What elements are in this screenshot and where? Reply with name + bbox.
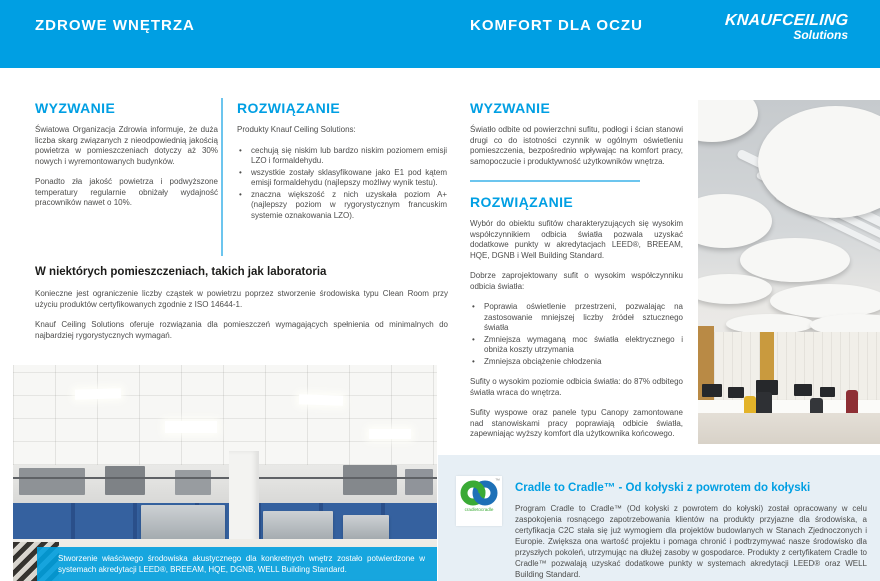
monitor bbox=[794, 384, 812, 396]
logo-text-solutions: Solutions bbox=[793, 28, 848, 42]
horizontal-divider bbox=[470, 180, 640, 182]
knauf-ceiling-solutions-logo bbox=[725, 13, 848, 42]
right-solution-heading: ROZWIĄZANIE bbox=[470, 194, 574, 210]
ceiling-grid bbox=[13, 365, 437, 465]
monitor bbox=[702, 384, 722, 397]
right-solution-bullet-list bbox=[470, 302, 683, 367]
kitchen-equipment bbox=[19, 468, 85, 495]
pillar bbox=[229, 451, 259, 545]
left-challenge-paragraph-2: Ponadto zła jakość powietrza i podwyższone temperatury regularnie obniżały wydajność pracowników nawet o 10%. bbox=[35, 177, 218, 207]
right-challenge-paragraph: Światło odbite od powierzchni sufitu, podłogi i ścian stanowi drugi co do istotności czynnik w ogólnym oświetleniu pomieszczenia, bezpośrednio wpływając na komfort pracy, samopoczucie i produktywność użytkowników wnętrza. bbox=[470, 125, 683, 166]
cradle-to-cradle-logo bbox=[456, 476, 502, 526]
ceiling-light bbox=[299, 394, 343, 406]
section-title-healthy-interiors: ZDROWE WNĘTRZA bbox=[35, 17, 195, 34]
floor bbox=[698, 413, 880, 444]
acoustic-disc bbox=[770, 284, 880, 318]
trademark-symbol: ™ bbox=[495, 478, 500, 484]
acoustic-disc bbox=[698, 274, 772, 304]
right-text-column bbox=[470, 100, 683, 450]
acoustic-disc bbox=[740, 238, 850, 282]
list-item: • cechują się niskim lub bardzo niskim poziomem emisji LZO i formaldehydu. bbox=[237, 146, 447, 167]
kitchen-equipment bbox=[105, 466, 145, 495]
cradle-to-cradle-panel bbox=[438, 455, 880, 581]
left-solution-heading: ROZWIĄZANIE bbox=[237, 100, 341, 116]
list-item: • Poprawia oświetlenie przestrzeni, pozwalając na zastosowanie mniejszej liczby źródeł sztucznego światła bbox=[470, 302, 683, 334]
right-solution-paragraph-4: Sufity wyspowe oraz panele typu Canopy zamontowane nad stanowiskami pracy poprawiają odbicie światła, zapewniając wyższy komfort dla użytkownika końcowego. bbox=[470, 408, 683, 438]
laboratories-section bbox=[35, 266, 448, 351]
left-solution-section bbox=[237, 100, 447, 222]
left-challenge-paragraph-1: Światowa Organizacja Zdrowia informuje, że duża liczba skarg związanych z nieodpowiednią jakością powietrza w pomieszczeniach dotyczy aż 30% nowych i wyremontowanych budynków. bbox=[35, 125, 218, 166]
left-solution-bullet-list bbox=[237, 146, 447, 222]
left-solution-intro: Produkty Knauf Ceiling Solutions: bbox=[237, 125, 356, 134]
cradle-to-cradle-body: Program Cradle to Cradle™ (Od kołyski z powrotem do kołyski) został opracowany w celu zaspokojenia rosnącego zapotrzebowania klientów na produkty przyjazne dla środowiska, a certyfikacja C2C stała się już wymogiem dla projektów budowlanych w Stanach Zjednoczonych i Europie. Zwiększa ona wartość projektu i pomaga chronić i podtrzymywać nasze środowisko dla przyszłych pokoleń, utrzymując na dłużej zasoby w gospodarce. Produkty z certyfikatem Cradle to Cradle™ pozwalają uzyskać dodatkowe punkty w systemach akredytacji LEED® oraz WELL Building Standard. bbox=[515, 504, 867, 579]
laboratories-paragraph-1: Konieczne jest ograniczenie liczby cząstek w powietrzu poprzez stworzenie środowiska typu Clean Room przy użyciu produktów certyfikowanych zgodnie z ISO 14644-1. bbox=[35, 289, 448, 309]
list-item: • Zmniejsza wymaganą moc światła elektrycznego i obniża koszty utrzymania bbox=[470, 335, 683, 356]
right-solution-paragraph-2: Dobrze zaprojektowany sufit o wysokim współczynniku odbicia światła: bbox=[470, 271, 683, 291]
ceiling-light bbox=[75, 388, 121, 400]
counter-edge bbox=[13, 477, 437, 479]
kitchen-interior-photo bbox=[13, 365, 437, 581]
photo-caption-overlay: Stworzenie właściwego środowiska akustycznego dla konkretnych wnętrz zostało potwierdzone w systemach akredytacji LEED®, BREEAM, HQE, DGNB, WELL Building Standard. bbox=[37, 547, 437, 581]
section-title-eye-comfort: KOMFORT DLA OCZU bbox=[470, 17, 643, 34]
kitchen-equipment bbox=[175, 470, 211, 495]
office-interior-photo bbox=[698, 100, 880, 444]
ceiling-light bbox=[165, 421, 217, 433]
acoustic-disc bbox=[698, 194, 772, 248]
logo-text-knaufceiling: KNAUFCEILING bbox=[724, 12, 849, 29]
kitchen-equipment bbox=[405, 469, 433, 495]
laboratories-paragraph-2: Knauf Ceiling Solutions oferuje rozwiązania dla pomieszczeń wymagających spełnienia od minimalnych do najbardziej rygorystycznych wymagań. bbox=[35, 320, 448, 340]
ceiling-light bbox=[369, 429, 411, 439]
header-bar bbox=[0, 0, 880, 68]
vertical-divider bbox=[221, 98, 223, 256]
list-item: • znaczna większość z nich uzyskała poziom A+ (najlepszy poziom w rygorystycznym francuskim systemie oznakowania LZO). bbox=[237, 190, 447, 222]
acoustic-disc bbox=[758, 106, 880, 218]
acoustic-disc bbox=[726, 314, 814, 334]
left-challenge-heading: WYZWANIE bbox=[35, 100, 116, 116]
monitor bbox=[728, 387, 744, 398]
kitchen-equipment bbox=[343, 465, 397, 495]
acoustic-disc bbox=[698, 100, 758, 142]
cradle-to-cradle-heading: Cradle to Cradle™ - Od kołyski z powrotem do kołyski bbox=[515, 482, 811, 494]
svg-text:cradletocradle: cradletocradle bbox=[464, 507, 494, 512]
right-challenge-heading: WYZWANIE bbox=[470, 100, 551, 116]
list-item: • Zmniejsza obciążenie chłodzenia bbox=[470, 357, 683, 368]
right-solution-paragraph-1: Wybór do obiektu sufitów charakteryzujących się wysokim współczynnikiem odbicia światła pozwala uzyskać dodatkowe punkty w akredytacjach LEED®, BREEAM, HQE, DGNB i Well Building Standard. bbox=[470, 219, 683, 260]
monitor bbox=[820, 387, 835, 397]
left-challenge-section bbox=[35, 100, 218, 219]
right-solution-paragraph-3: Sufity o wysokim poziomie odbicia światła: do 87% odbitego światła wraca do wnętrza. bbox=[470, 377, 683, 397]
list-item: • wszystkie zostały sklasyfikowane jako E1 pod kątem emisji formaldehydu (najlepszy możliwy wynik testu). bbox=[237, 168, 447, 189]
laboratories-heading: W niektórych pomieszczeniach, takich jak laboratoria bbox=[35, 266, 327, 278]
